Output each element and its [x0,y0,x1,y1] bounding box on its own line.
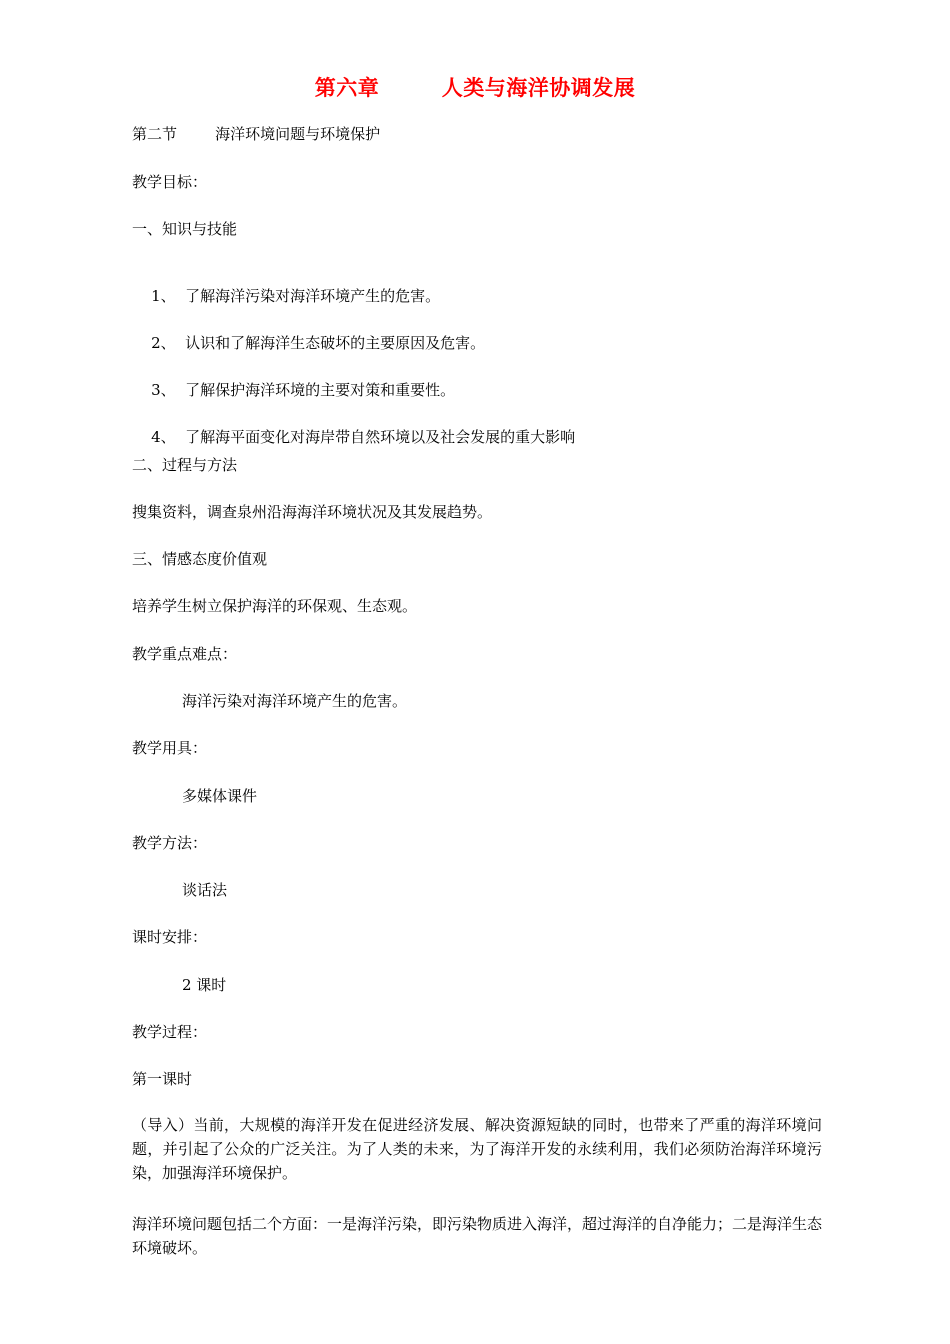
list-number: 1、 [151,287,176,305]
lesson-one-heading: 第一课时 [132,1070,193,1088]
process-method-heading: 二、过程与方法 [132,456,238,474]
list-text: 了解保护海洋环境的主要对策和重要性。 [185,381,456,399]
emotion-text: 培养学生树立保护海洋的环保观、生态观。 [132,597,418,615]
list-text: 了解海洋污染对海洋环境产生的危害。 [185,287,441,305]
chapter-title: 第六章 人类与海洋协调发展 [314,75,636,100]
key-points-heading: 教学重点难点： [132,645,238,663]
tools-heading: 教学用具： [132,739,208,757]
process-method-text: 搜集资料，调查泉州沿海海洋环境状况及其发展趋势。 [132,503,493,521]
schedule-heading: 课时安排： [132,928,208,946]
objectives-heading: 教学目标： [132,173,208,191]
section-heading: 第二节 海洋环境问题与环境保护 [132,125,381,143]
list-number: 2、 [151,334,176,352]
method-text: 谈话法 [182,881,228,899]
teaching-process-heading: 教学过程： [132,1023,208,1041]
key-points-text: 海洋污染对海洋环境产生的危害。 [182,692,408,710]
schedule-text: 2 课时 [182,976,227,994]
method-heading: 教学方法： [132,834,208,852]
list-text: 了解海平面变化对海岸带自然环境以及社会发展的重大影响 [185,428,576,446]
issues-paragraph: 海洋环境问题包括二个方面：一是海洋污染，即污染物质进入海洋，超过海洋的自净能力；二是海洋生态环境破坏。 [132,1215,823,1257]
emotion-heading: 三、情感态度价值观 [132,550,268,568]
list-text: 认识和了解海洋生态破坏的主要原因及危害。 [185,334,486,352]
list-number: 3、 [151,381,176,399]
tools-text: 多媒体课件 [182,787,258,805]
knowledge-heading: 一、知识与技能 [132,220,238,238]
list-number: 4、 [151,428,176,446]
intro-paragraph: （导入）当前，大规模的海洋开发在促进经济发展、解决资源短缺的同时，也带来了严重的海洋环境问题，并引起了公众的广泛关注。为了人类的未来，为了海洋开发的永续利用，我们必须防治海洋环境污染，加强海洋环境保护。 [132,1116,822,1182]
